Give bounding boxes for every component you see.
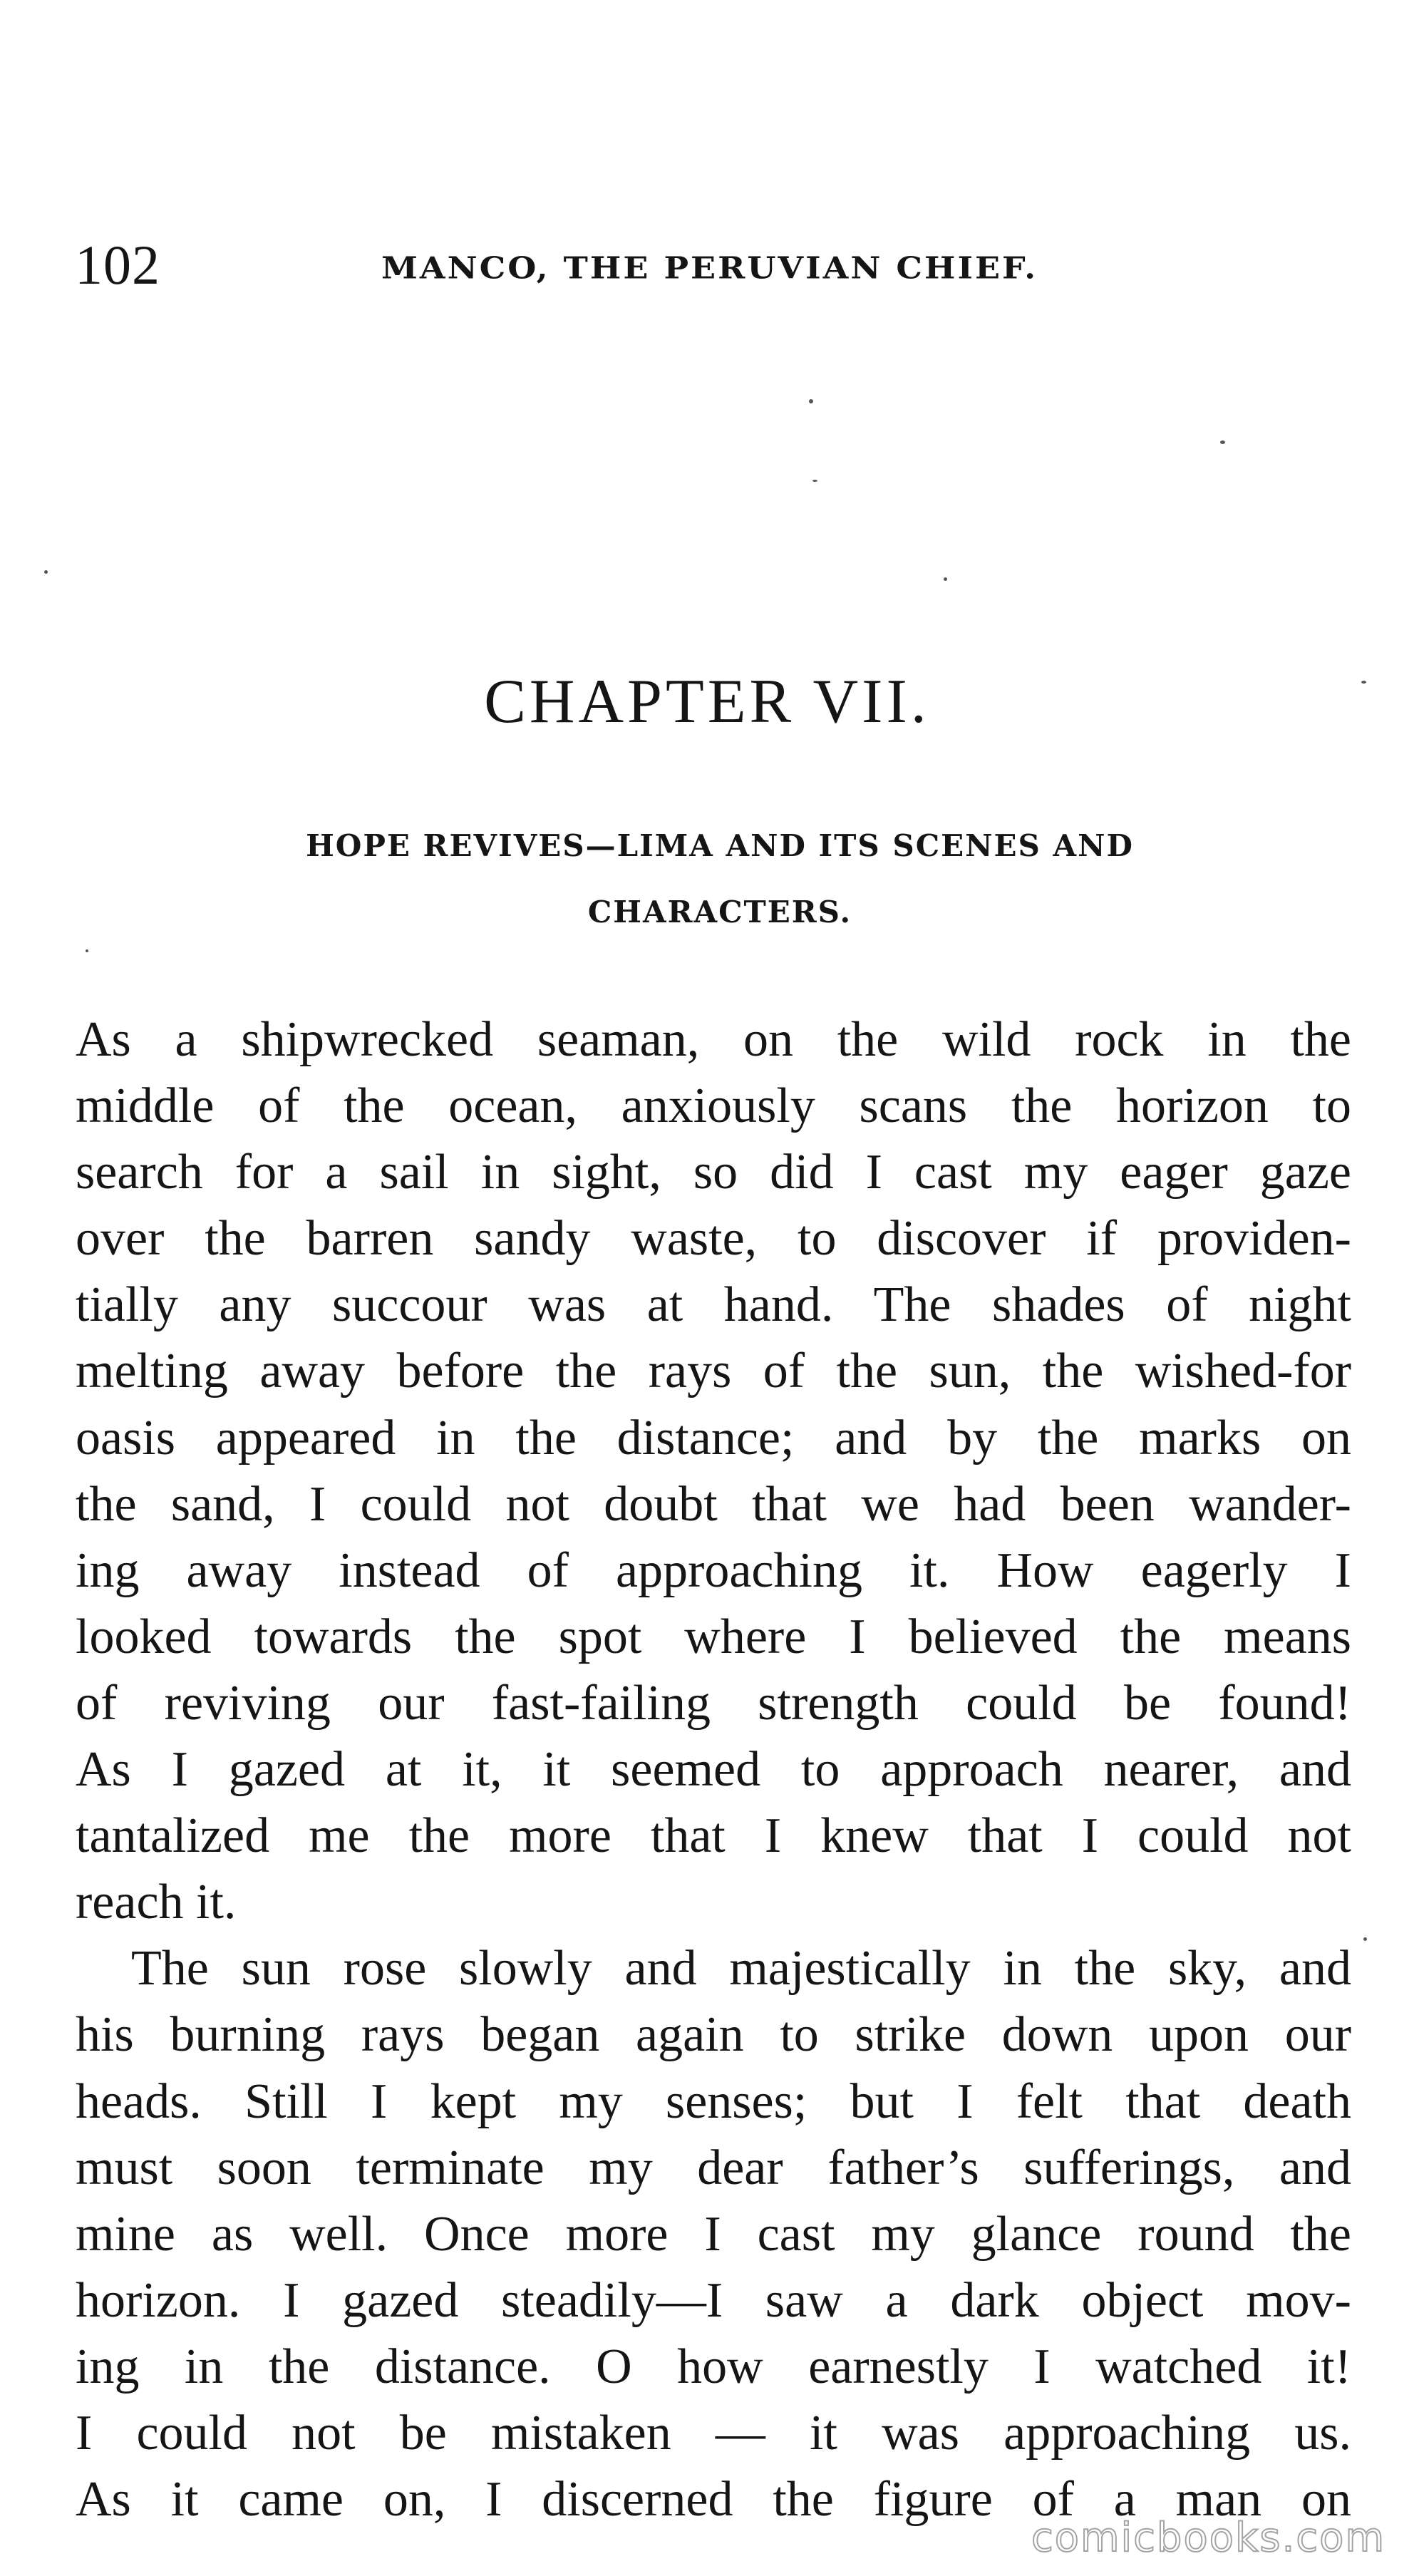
text-line: As I gazed at it, it seemed to approach nearer, and xyxy=(76,1742,1351,1798)
print-speck xyxy=(1363,1937,1367,1941)
text-line: oasis appeared in the distance; and by the marks on xyxy=(76,1410,1351,1465)
text-line: As a shipwrecked seaman, on the wild rock in the xyxy=(76,1012,1351,1067)
text-line: mine as well. Once more I cast my glance round the xyxy=(76,2206,1351,2262)
chapter-subtitle xyxy=(164,813,1276,945)
text-line: search for a sail in sight, so did I cast my eager gaze xyxy=(76,1145,1351,1200)
text-line: over the barren sandy waste, to discover if providen- xyxy=(76,1211,1351,1267)
print-speck xyxy=(1361,681,1366,684)
body-text xyxy=(76,1006,1351,2533)
print-speck xyxy=(944,577,947,581)
watermark: comicbooks.com xyxy=(1031,2515,1385,2561)
text-line: looked towards the spot where I believed the means xyxy=(76,1609,1351,1664)
print-speck xyxy=(86,949,88,952)
text-line: ing in the distance. O how earnestly I watched it! xyxy=(76,2339,1351,2394)
print-speck xyxy=(44,570,48,574)
text-line: his burning rays began again to strike down upon our xyxy=(76,2007,1351,2063)
print-speck xyxy=(1220,441,1225,444)
text-line: melting away before the rays of the sun, the wished-for xyxy=(76,1344,1351,1399)
text-line: tantalized me the more that I knew that I could not xyxy=(76,1808,1351,1864)
print-speck xyxy=(812,480,817,482)
text-line: of reviving our fast-failing strength could be found! xyxy=(76,1675,1351,1731)
running-title: MANCO, THE PERUVIAN CHIEF. xyxy=(381,250,1038,286)
chapter-subtitle-line: HOPE REVIVES—LIMA AND ITS SCENES AND xyxy=(306,828,1134,863)
text-line: As it came on, I discerned the figure of a man on xyxy=(76,2472,1351,2528)
text-line: ing away instead of approaching it. How eagerly I xyxy=(76,1542,1351,1598)
chapter-subtitle-line: CHARACTERS. xyxy=(587,895,852,929)
text-line: I could not be mistaken — it was approaching us. xyxy=(76,2405,1351,2461)
text-line: horizon. I gazed steadily—I saw a dark object mov- xyxy=(76,2272,1351,2328)
text-line: the sand, I could not doubt that we had been wander- xyxy=(76,1476,1351,1532)
chapter-heading: CHAPTER VII. xyxy=(484,667,930,736)
text-line: The sun rose slowly and majestically in the sky, and xyxy=(131,1941,1351,1997)
text-line: reach it. xyxy=(76,1875,237,1930)
text-line: must soon terminate my dear father’s sufferings, and xyxy=(76,2140,1351,2195)
running-header xyxy=(75,230,1351,301)
print-speck xyxy=(809,399,813,403)
text-line: heads. Still I kept my senses; but I felt that death xyxy=(76,2073,1351,2129)
text-line: middle of the ocean, anxiously scans the horizon to xyxy=(76,1078,1351,1134)
page-number: 102 xyxy=(75,234,160,296)
text-line: tially any succour was at hand. The shades of night xyxy=(76,1277,1351,1333)
